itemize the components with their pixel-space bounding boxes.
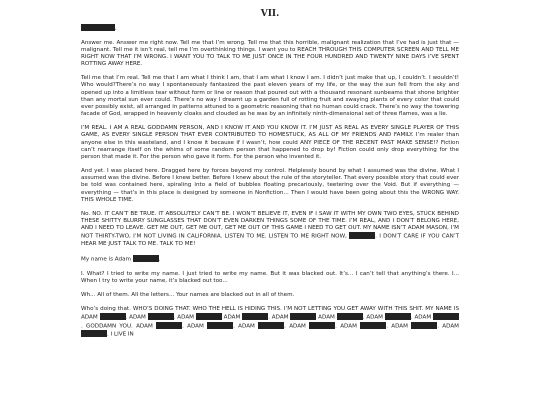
paragraph [81,271,459,285]
paragraph [81,255,459,264]
paragraph-text: Wh... All of them. All the letters... Your names are blacked out in all of them. [81,291,295,298]
paragraph-text: Tell me that I’m real. Tell me that I am what I think I am, that I am what I know I am. I didn’t just make that up, I couldn’t. I wouldn’t! Who would?There’s no way I spontaneously fantasized the past eleven years of my life, or the way the sun fell from the sky and opened up into a limitless tear without form or line or reason that poured out with a thousand resonant sunbeams that shone brighter than any mortal sun ever could. There’s no way I dreamt up a garden full of rotting fruit and swaying plants of every color that could ever possibly exist, all arranged in patterns attuned to a geometric reasoning that no human could crack. There’s no way the towering facade of God, wrapped in heavenly cloaks and clouded as he was by an infinitely ninth-dimensional set of three flames, was a lie. [81,75,459,118]
redaction-bar [81,24,115,31]
redaction-bar [385,313,411,320]
redaction-bar [207,322,233,329]
paragraph [81,125,459,161]
paragraph-text: No. NO. IT CAN’T BE TRUE. IT ABSOLUTELY CAN’T BE. I WON’T BELIEVE IT, EVEN IF I SAW IT WITH MY OWN TWO EYES, STUCK BEHIND THESE SHITTY BLURRY SUNGLASSES THAT DON’T EVEN DARKEN THINGS SOME OF THE TIME. I’M REAL, AND I DON’T BELONG HERE, AND I NEED TO LEAVE. GET ME OUT, GET ME OUT, GET ME OUT OF THIS GAME I NEED TO GET OUT. MY NAME ISN’T ADAM MASON, I’M NOT THIRTY-TWO, I’M NOT LIVING IN CALIFORNIA. LISTEN TO ME. LISTEN TO ME RIGHT NOW, [81,210,459,240]
redaction-bar [148,313,174,320]
paragraph-text: . GODDAMN YOU. ADAM [81,323,157,330]
paragraph-text: . I DON’T CARE IF YOU CAN’T HEAR ME JUST TALK TO ME. TALK TO ME! [81,233,459,248]
redaction-bar [337,313,363,320]
paragraph-text: , [115,25,117,32]
redaction-bar [81,330,107,337]
redaction-bar [133,255,159,262]
paragraph [81,24,459,33]
paragraph-text: . ADAM [284,323,310,330]
redaction-bar [433,313,459,320]
paragraph-text: . ADAM [410,314,433,321]
paragraph-text: . [158,256,161,263]
redaction-bar [258,322,284,329]
redaction-bar [360,322,386,329]
paragraph-text: ADAM [316,314,337,321]
paragraph [81,306,459,339]
paragraph-text: Answer me. Answer me right now. Tell me that I’m wrong. Tell me that this horrible, malignant realization that I’ve had is just that — malignant. Tell me it isn’t real, tell me I’m overthinking things. I want you to REACH THROUGH THIS COMPUTER SCREEN AND TELL ME RIGHT NOW THAT I’M WRONG. I WANT YOU TO TALK TO ME JUST ONCE IN THE FOUR HUNDRED AND TWENTY NINE DAYS I’VE SPENT ROTTING AWAY HERE. [81,39,459,68]
paragraph-text: Who’s doing that. WHO’S DOING THAT. WHO THE HELL IS HIDING THIS. I’M NOT LETTING YOU GET AWAY WITH THIS SHIT. MY NAME IS ADAM [81,305,459,321]
paragraph [81,75,459,118]
paragraph-text: And yet. I was placed here. Dragged here by forces beyond my control. Helplessly bound by what I assumed was the divine. What I assumed was the divine. Before I knew better. Before I knew about the rule of the storyteller. That every possible story that could ever be told was contained here, spiraling into a field of bubbles floating precariously, teetering over the Void. But if everything — everything — that’s in this place is designed by someone in Nonfiction... Then I would have been going about this the WRONG WAY. THIS WHOLE TIME. [81,167,459,203]
body-text [81,24,459,346]
paragraph [81,292,459,299]
paragraph-text: . ADAM [173,314,196,321]
paragraph-text: . I LIVE IN [107,331,134,338]
redaction-bar [309,322,335,329]
paragraph-text: . ADAM [437,323,459,330]
paragraph-text: . ADAM [182,323,208,330]
paragraph-text: . ADAM [125,314,148,321]
paragraph [81,168,459,204]
redaction-bar [290,313,316,320]
redaction-bar [156,322,182,329]
paragraph-text: . ADAM [233,323,259,330]
redaction-bar [349,232,375,239]
redaction-bar [100,313,126,320]
paragraph-text: . ADAM [386,323,412,330]
paragraph-text: . ADAM [268,314,291,321]
paragraph [81,40,459,69]
paragraph [81,211,459,249]
paragraph-text: . ADAM [362,314,385,321]
redaction-bar [411,322,437,329]
redaction-bar [242,313,268,320]
paragraph-text: ADAM [221,314,243,321]
paragraph-text: I’M REAL. I AM A REAL GODDAMN PERSON, AND I KNOW IT AND YOU KNOW IT. I’M JUST AS REAL AS EVERY SINGLE PLAYER OF THIS GAME, AS EVERY SINGLE PERSON THAT EVER CONTRIBUTED TO HOMESTUCK, AS ALL OF MY FRIENDS AND FAMILY. I’m realer than anyone else in this wasteland, and I know it because if I wasn’t, how could ANY PIECE OF THE RECENT PAST MAKE SENSE!? Fiction can’t rearrange itself on the whims of some random person that happened to drop by! Fiction could only drop everything for the person that made it. For the person who gave it form. For the person who invented it. [81,125,459,160]
paragraph-text: . ADAM [335,323,361,330]
redaction-bar [196,313,222,320]
chapter-heading: VII. [260,9,280,19]
paragraph-text: My name is Adam [81,256,133,263]
paragraph-text: I. What? I tried to write my name. I just tried to write my name. But it was blacked out. It’s... I can’t tell that anything’s there. I... When I try to write your name, it’s blacked out too... [81,270,459,284]
